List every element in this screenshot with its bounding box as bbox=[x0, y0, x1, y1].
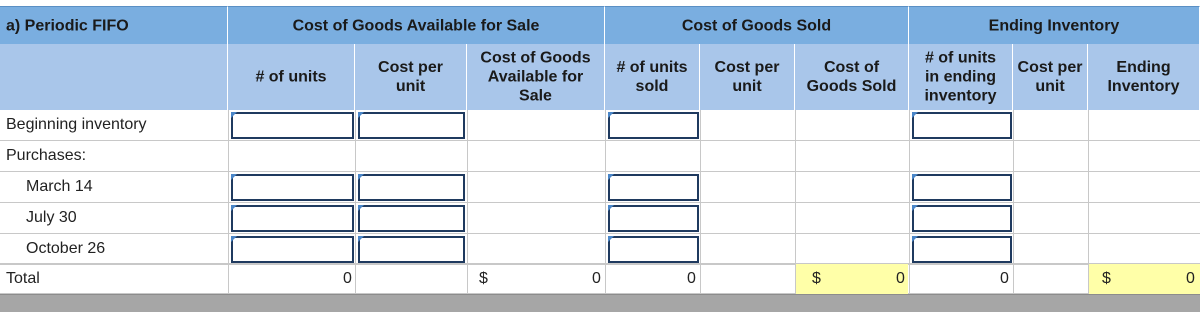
table-row-beginning-inventory bbox=[0, 110, 1200, 141]
march-units-sold-input[interactable] bbox=[608, 174, 699, 201]
column-header-ending-cost-per-unit: Cost per unit bbox=[1013, 44, 1088, 110]
column-header-cost-per-unit-sold: Cost per unit bbox=[700, 44, 795, 110]
october-units-input[interactable] bbox=[231, 236, 354, 263]
column-header-cogas: Cost of Goods Available for Sale bbox=[467, 44, 605, 110]
beginning-ending-units-input[interactable] bbox=[912, 112, 1012, 139]
table-row-october-26 bbox=[0, 234, 1200, 265]
total-ending-units-value: 0 bbox=[1000, 270, 1009, 287]
total-cogas-value: 0 bbox=[592, 270, 601, 287]
total-units-sold-value: 0 bbox=[687, 270, 696, 287]
group-header-ending-inventory: Ending Inventory bbox=[909, 6, 1200, 44]
row-label: Beginning inventory bbox=[6, 116, 147, 133]
total-cogas-currency: $ bbox=[479, 270, 488, 287]
march-ending-units-input[interactable] bbox=[912, 174, 1012, 201]
column-header-cogs: Cost of Goods Sold bbox=[795, 44, 909, 110]
table-row-march-14 bbox=[0, 172, 1200, 203]
row-label: October 26 bbox=[26, 240, 106, 257]
column-header-units: # of units bbox=[228, 44, 355, 110]
july-units-input[interactable] bbox=[231, 205, 354, 232]
table-row-total bbox=[0, 263, 1200, 294]
section-title: a) Periodic FIFO bbox=[6, 17, 129, 34]
total-units-value: 0 bbox=[343, 270, 352, 287]
march-units-input[interactable] bbox=[231, 174, 354, 201]
section-title-header bbox=[0, 6, 228, 44]
column-header-cost-per-unit: Cost per unit bbox=[355, 44, 467, 110]
column-header-blank bbox=[0, 44, 228, 110]
october-ending-units-input[interactable] bbox=[912, 236, 1012, 263]
column-header-units-sold: # of units sold bbox=[605, 44, 700, 110]
total-cogs-currency: $ bbox=[812, 270, 821, 287]
october-units-sold-input[interactable] bbox=[608, 236, 699, 263]
total-ending-inventory-currency: $ bbox=[1102, 270, 1111, 287]
march-cost-per-unit-input[interactable] bbox=[358, 174, 465, 201]
october-cost-per-unit-input[interactable] bbox=[358, 236, 465, 263]
group-header-cogs: Cost of Goods Sold bbox=[605, 6, 909, 44]
table-row-purchases bbox=[0, 141, 1200, 172]
july-units-sold-input[interactable] bbox=[608, 205, 699, 232]
column-header-ending-units: # of units in ending inventory bbox=[909, 44, 1013, 110]
row-label: March 14 bbox=[26, 178, 93, 195]
row-label: Total bbox=[6, 270, 40, 287]
group-header-cogas: Cost of Goods Available for Sale bbox=[228, 6, 605, 44]
row-label: July 30 bbox=[26, 209, 77, 226]
row-label: Purchases: bbox=[6, 147, 87, 164]
total-ending-inventory-value: 0 bbox=[1186, 270, 1195, 287]
table-row-july-30 bbox=[0, 203, 1200, 234]
total-cogs-value: 0 bbox=[896, 270, 905, 287]
beginning-units-input[interactable] bbox=[231, 112, 354, 139]
column-header-ending-inventory: Ending Inventory bbox=[1088, 44, 1200, 110]
july-cost-per-unit-input[interactable] bbox=[358, 205, 465, 232]
beginning-units-sold-input[interactable] bbox=[608, 112, 699, 139]
july-ending-units-input[interactable] bbox=[912, 205, 1012, 232]
beginning-cost-per-unit-input[interactable] bbox=[358, 112, 465, 139]
table-footer-bar bbox=[0, 294, 1200, 312]
